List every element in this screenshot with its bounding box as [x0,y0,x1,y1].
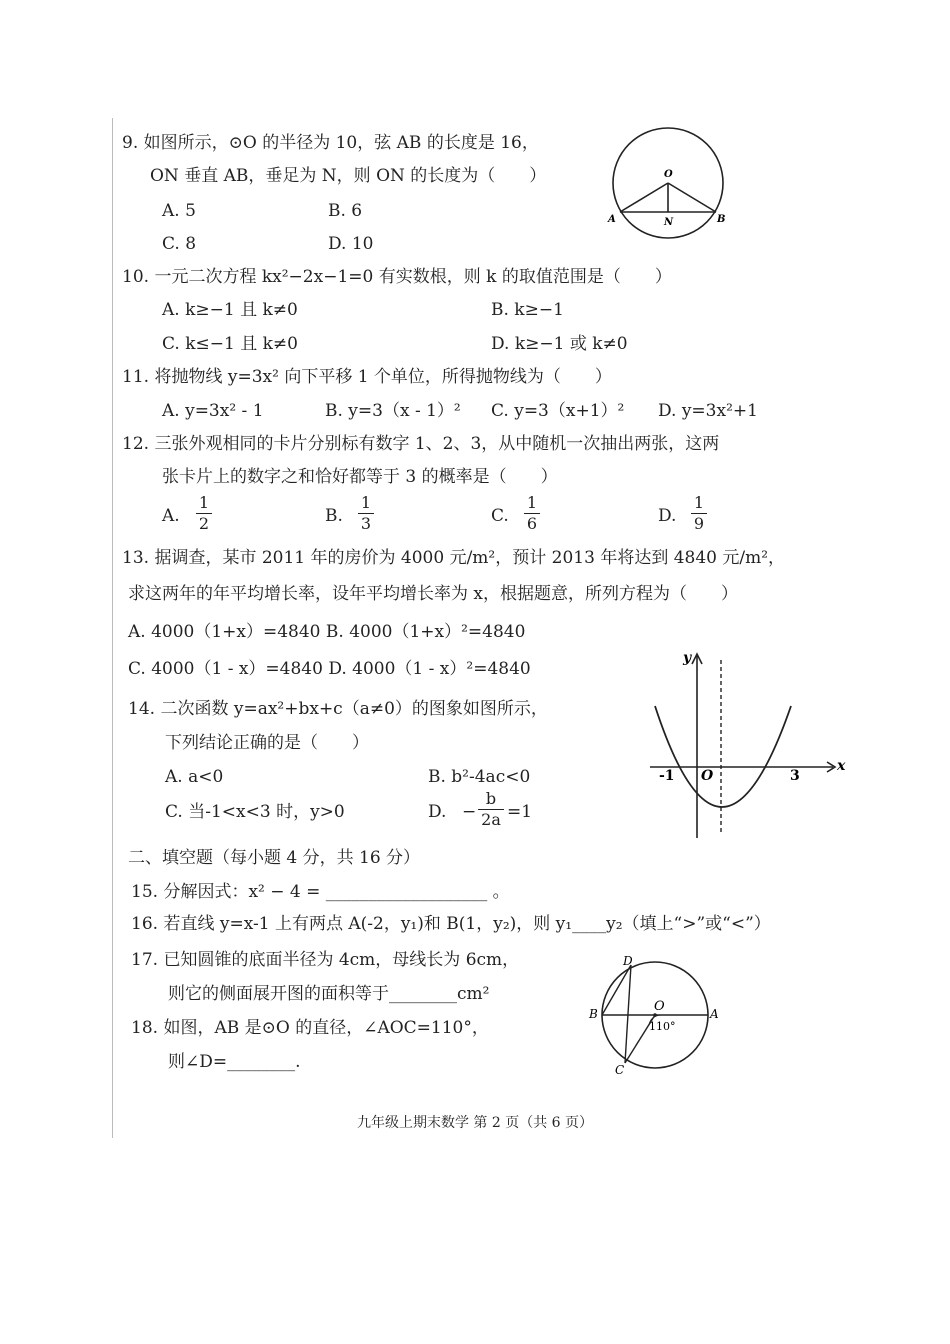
q18-line2: 则∠D=________. [168,1052,301,1072]
q14-fig-root-left: -1 [659,768,675,784]
q12-stem-line1: 12. 三张外观相同的卡片分别标有数字 1、2、3，从中随机一次抽出两张，这两 [122,434,720,454]
q11-option-b: B. y=3（x - 1）² [325,401,461,421]
q14-option-d-label: D. [428,802,447,822]
section-fill-in-heading: 二、填空题（每小题 4 分，共 16 分） [128,848,421,868]
q18-fig-angle: 110° [649,1020,676,1033]
q14-option-d-fraction [478,790,504,829]
numerator: b [485,789,497,808]
q18-fig-label-d: D [623,954,633,968]
q9-fig-label-a: A [608,214,616,225]
q14-parabola-figure [645,648,845,843]
q11-option-a: A. y=3x² - 1 [162,401,264,421]
q9-circle-figure [605,125,735,240]
q10-stem: 10. 一元二次方程 kx²−2x−1=0 有实数根，则 k 的取值范围是（ ） [122,267,672,287]
numerator: 1 [526,493,538,512]
denominator: 9 [693,514,705,533]
q13-stem-line1: 13. 据调查，某市 2011 年的房价为 4000 元/m²，预计 2013 年将达到 4840 元/m²， [122,548,786,568]
q14-option-b: B. b²-4ac<0 [428,767,531,787]
q11-stem: 11. 将抛物线 y=3x² 向下平移 1 个单位，所得抛物线为（ ） [122,367,612,387]
q14-fig-root-right: 3 [790,768,800,784]
numerator: 1 [693,493,705,512]
q14-option-c: C. 当-1<x<3 时，y>0 [165,802,345,822]
q12-option-c-fraction [524,494,540,533]
q13-options-ab: A. 4000（1+x）=4840 B. 4000（1+x）²=4840 [128,622,526,642]
q12-option-c-label: C. [491,506,509,526]
q14-option-d-minus: − [462,802,477,822]
q16-text: 16. 若直线 y=x-1 上有两点 A(-2，y₁)和 B(1，y₂)，则 y₁____y₂（填上“>”或“<”） [131,914,771,934]
denominator: 6 [526,514,538,533]
q9-stem-line2: ON 垂直 AB，垂足为 N，则 ON 的长度为（ ） [150,166,547,186]
numerator: 1 [360,493,372,512]
q18-line1: 18. 如图，AB 是⊙O 的直径，∠AOC=110°， [131,1018,489,1038]
q14-fig-y-label: y [683,650,692,666]
q9-option-b: B. 6 [328,201,363,221]
q9-option-a: A. 5 [162,201,196,221]
q18-fig-label-c: C [615,1063,625,1077]
q15-text: 15. 分解因式：x² − 4 = ___________________ 。 [131,882,510,902]
denominator: 2 [198,514,210,533]
q13-options-cd: C. 4000（1 - x）=4840 D. 4000（1 - x）²=4840 [128,659,531,679]
q11-option-c: C. y=3（x+1）² [491,401,625,421]
denominator: 3 [360,514,372,533]
page-margin-line [112,118,113,1138]
q14-option-d-rhs: =1 [507,802,533,822]
q18-fig-label-a: A [710,1007,719,1021]
q11-option-d: D. y=3x²+1 [658,401,758,421]
q18-circle-figure [585,953,725,1078]
q12-option-b-label: B. [325,506,343,526]
q14-option-a: A. a<0 [165,767,224,787]
q9-option-c: C. 8 [162,234,197,254]
q12-option-a-label: A. [162,506,180,526]
page-footer: 九年级上期末数学 第 2 页（共 6 页） [356,1115,594,1131]
q10-option-c: C. k≤−1 且 k≠0 [162,334,298,354]
q9-fig-label-n: N [664,217,674,228]
q10-option-d: D. k≥−1 或 k≠0 [491,334,628,354]
q14-fig-origin: O [701,768,714,784]
q12-option-a-fraction [196,494,212,533]
q9-fig-label-o: O [664,169,673,180]
denominator: 2a [481,810,501,829]
q10-option-b: B. k≥−1 [491,300,564,320]
q12-option-d-fraction [691,494,707,533]
numerator: 1 [198,493,210,512]
q13-stem-line2: 求这两年的年平均增长率，设年平均增长率为 x，根据题意，所列方程为（ ） [128,584,738,604]
q17-line1: 17. 已知圆锥的底面半径为 4cm，母线长为 6cm， [131,950,520,970]
q12-stem-line2: 张卡片上的数字之和恰好都等于 3 的概率是（ ） [162,467,558,487]
q18-fig-label-o: O [654,999,665,1014]
q12-option-b-fraction [358,494,374,533]
q14-stem-line2: 下列结论正确的是（ ） [165,733,369,753]
q18-fig-label-b: B [589,1007,598,1021]
q17-line2: 则它的侧面展开图的面积等于________cm² [168,984,490,1004]
q9-stem-line1: 9. 如图所示，⊙O 的半径为 10，弦 AB 的长度是 16， [122,133,539,153]
q14-fig-x-label: x [837,758,846,774]
q10-option-a: A. k≥−1 且 k≠0 [162,300,298,320]
q9-fig-label-b: B [717,214,726,225]
q12-option-d-label: D. [658,506,677,526]
q9-option-d: D. 10 [328,234,374,254]
q14-stem-line1: 14. 二次函数 y=ax²+bx+c（a≠0）的图象如图所示， [128,699,548,719]
